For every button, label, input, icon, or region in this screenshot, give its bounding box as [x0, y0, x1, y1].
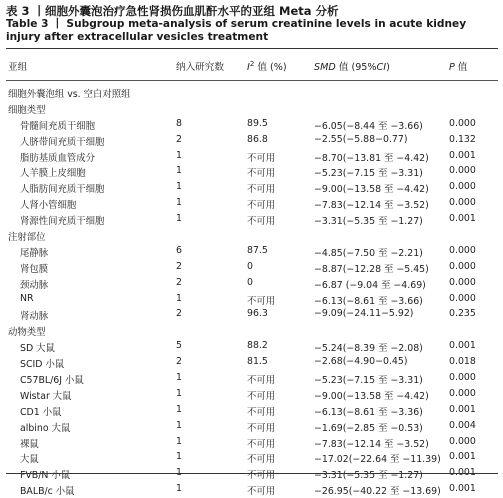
i2-cell: 不可用 [247, 486, 276, 498]
table-row [0, 371, 503, 387]
i2-cell: 不可用 [247, 438, 276, 450]
i2-cell: 87.5 [247, 244, 268, 256]
study-count-cell: 1 [176, 165, 182, 177]
p-value-cell: 0.000 [449, 260, 476, 272]
smd-unit-a: 值 (95% [335, 62, 377, 73]
subgroup-label: 人脐带间充质干细胞 [20, 136, 105, 148]
table-title-en: Table 3 丨 Subgroup meta-analysis of serum creatinine levels in acute kidney injury after extracellular vesicles treatment [6, 18, 467, 43]
p-value-cell: 0.000 [449, 244, 476, 256]
i2-cell: 不可用 [247, 295, 276, 307]
table-row [0, 149, 503, 165]
study-count-cell: 1 [176, 403, 182, 415]
smd-cell: −7.83(−12.14 至 −3.52) [314, 200, 429, 212]
i2-cell: 不可用 [247, 200, 276, 212]
p-value-cell: 0.004 [449, 419, 476, 431]
i2-cell: 0 [247, 276, 253, 288]
table-row [0, 260, 503, 276]
subgroup-label: FVB/N 小鼠 [20, 470, 71, 482]
table-row [0, 196, 503, 212]
header-smd [314, 59, 390, 73]
p-value-cell: 0.018 [449, 356, 476, 368]
smd-cell: −6.13(−8.61 至 −3.36) [314, 406, 423, 418]
subgroup-label: 裸鼠 [20, 438, 39, 450]
table-body [0, 85, 503, 498]
p-unit: 值 [454, 62, 468, 73]
section-row [0, 228, 503, 244]
section-row [0, 85, 503, 101]
i2-cell: 不可用 [247, 216, 276, 228]
study-count-cell: 2 [176, 133, 182, 145]
smd-cell: −3.31(−5.35 至 −1.27) [314, 216, 423, 228]
i2-cell: 不可用 [247, 422, 276, 434]
table-row [0, 292, 503, 308]
i2-superscript: 2 [249, 59, 255, 68]
p-value-cell: 0.000 [449, 181, 476, 193]
subgroup-label: BALB/c 小鼠 [20, 486, 75, 498]
i2-cell: 0 [247, 260, 253, 272]
i2-cell: 不可用 [247, 168, 276, 180]
table-row [0, 339, 503, 355]
study-count-cell: 2 [176, 308, 182, 320]
subgroup-label: 骨髓间充质干细胞 [20, 120, 96, 132]
study-count-cell: 1 [176, 181, 182, 193]
p-value-cell: 0.001 [449, 483, 476, 495]
study-count-cell: 1 [176, 292, 182, 304]
p-value-cell: 0.000 [449, 276, 476, 288]
table-row [0, 355, 503, 371]
study-count-cell: 1 [176, 451, 182, 463]
p-value-cell: 0.000 [449, 387, 476, 399]
subgroup-label: 肾包膜 [20, 263, 49, 275]
p-value-cell: 0.132 [449, 133, 476, 145]
table-row [0, 212, 503, 228]
p-value-cell: 0.001 [449, 451, 476, 463]
study-count-cell: 1 [176, 435, 182, 447]
top-rule [6, 48, 498, 49]
header-rule [6, 80, 498, 81]
i2-cell: 不可用 [247, 375, 276, 387]
smd-cell: −3.31(−5.35 至 −1.27) [314, 470, 423, 482]
p-value-cell: 0.001 [449, 467, 476, 479]
subgroup-label: 肾源性间充质干细胞 [20, 216, 105, 228]
study-count-cell: 1 [176, 483, 182, 495]
smd-cell: −9.00(−13.58 至 −4.42) [314, 184, 429, 196]
table-row [0, 307, 503, 323]
section-label: 动物类型 [8, 327, 46, 339]
study-count-cell: 1 [176, 387, 182, 399]
smd-cell: −26.95(−40.22 至 −13.69) [314, 486, 441, 498]
i2-cell: 86.8 [247, 133, 268, 145]
subgroup-label: 颈动脉 [20, 279, 49, 291]
study-count-cell: 1 [176, 197, 182, 209]
i2-unit: 值 (%) [254, 62, 287, 73]
p-symbol: P [449, 62, 455, 73]
table-row [0, 450, 503, 466]
p-value-cell: 0.235 [449, 308, 476, 320]
smd-cell: −8.70(−13.81 至 −4.42) [314, 152, 429, 164]
i2-cell: 89.5 [247, 117, 268, 129]
i2-cell: 不可用 [247, 390, 276, 402]
study-count-cell: 2 [176, 276, 182, 288]
header-p [449, 59, 467, 73]
smd-cell: −5.24(−8.39 至 −2.08) [314, 343, 423, 355]
i2-cell: 不可用 [247, 152, 276, 164]
table-row [0, 117, 503, 133]
smd-cell: −5.23(−7.15 至 −3.31) [314, 168, 423, 180]
subgroup-label: 人羊膜上皮细胞 [20, 168, 86, 180]
ci-symbol: CI [376, 62, 387, 73]
i2-cell: 不可用 [247, 454, 276, 466]
p-value-cell: 0.000 [449, 435, 476, 447]
i2-symbol: I [247, 62, 250, 73]
smd-cell: −8.87(−12.28 至 −5.45) [314, 263, 429, 275]
subgroup-label: albino 大鼠 [20, 422, 71, 434]
smd-cell: −9.09(−24.11−5.92) [314, 308, 414, 320]
smd-cell: −9.00(−13.58 至 −4.42) [314, 390, 429, 402]
i2-cell: 81.5 [247, 356, 268, 368]
section-row [0, 101, 503, 117]
study-count-cell: 1 [176, 149, 182, 161]
i2-cell: 88.2 [247, 340, 268, 352]
subgroup-label: 人脂肪间充质干细胞 [20, 184, 105, 196]
subgroup-label: 脂肪基质血管成分 [20, 152, 96, 164]
table-row [0, 164, 503, 180]
i2-cell: 不可用 [247, 470, 276, 482]
subgroup-label: 肾动脉 [20, 311, 49, 323]
study-count-cell: 1 [176, 419, 182, 431]
smd-cell: −5.23(−7.15 至 −3.31) [314, 375, 423, 387]
smd-cell: −6.87 (−9.04 至 −4.69) [314, 279, 426, 291]
table-row [0, 419, 503, 435]
p-value-cell: 0.001 [449, 403, 476, 415]
subgroup-label: C57BL/6J 小鼠 [20, 375, 84, 387]
smd-cell: −6.13(−8.61 至 −3.66) [314, 295, 423, 307]
section-label: 细胞外囊泡组 vs. 空白对照组 [8, 89, 131, 100]
section-label: 注射部位 [8, 232, 46, 244]
smd-cell: −2.55(−5.88−0.77) [314, 133, 408, 145]
smd-cell: −17.02(−22.64 至 −11.39) [314, 454, 441, 466]
table-row [0, 387, 503, 403]
i2-cell: 96.3 [247, 308, 268, 320]
i2-cell: 不可用 [247, 184, 276, 196]
table-row [0, 435, 503, 451]
subgroup-label: Wistar 大鼠 [20, 390, 72, 402]
subgroup-label: NR [20, 292, 34, 304]
study-count-cell: 2 [176, 356, 182, 368]
i2-cell: 不可用 [247, 406, 276, 418]
smd-cell: −7.83(−12.14 至 −3.52) [314, 438, 429, 450]
table-row [0, 403, 503, 419]
smd-unit-b: ) [386, 62, 390, 73]
p-value-cell: 0.001 [449, 213, 476, 225]
p-value-cell: 0.000 [449, 197, 476, 209]
table-row [0, 482, 503, 498]
subgroup-label: 大鼠 [20, 454, 39, 466]
smd-cell: −1.69(−2.85 至 −0.53) [314, 422, 423, 434]
study-count-cell: 8 [176, 117, 182, 129]
table-row [0, 180, 503, 196]
section-row [0, 323, 503, 339]
p-value-cell: 0.000 [449, 292, 476, 304]
smd-symbol: SMD [314, 62, 336, 73]
p-value-cell: 0.001 [449, 149, 476, 161]
smd-cell: −4.85(−7.50 至 −2.21) [314, 247, 423, 259]
p-value-cell: 0.000 [449, 117, 476, 129]
subgroup-label: SCID 小鼠 [20, 359, 65, 371]
table-title-cn: 表 3 丨细胞外囊泡治疗急性肾损伤血肌酐水平的亚组 Meta 分析 [6, 4, 339, 18]
table-row [0, 133, 503, 149]
subgroup-label: 人肾小管细胞 [20, 200, 77, 212]
p-value-cell: 0.000 [449, 372, 476, 384]
study-count-cell: 1 [176, 213, 182, 225]
study-count-cell: 5 [176, 340, 182, 352]
header-i2 [247, 59, 287, 73]
section-label: 细胞类型 [8, 104, 46, 116]
p-value-cell: 0.001 [449, 340, 476, 352]
table-row [0, 276, 503, 292]
study-count-cell: 2 [176, 260, 182, 272]
p-value-cell: 0.000 [449, 165, 476, 177]
smd-cell: −2.68(−4.90−0.45) [314, 356, 408, 368]
subgroup-label: 尾静脉 [20, 247, 49, 259]
subgroup-label: SD 大鼠 [20, 343, 55, 355]
header-subgroup: 亚组 [8, 62, 28, 73]
study-count-cell: 6 [176, 244, 182, 256]
subgroup-label: CD1 小鼠 [20, 406, 62, 418]
smd-cell: −6.05(−8.44 至 −3.66) [314, 120, 423, 132]
table-row [0, 466, 503, 482]
bottom-rule [6, 473, 498, 474]
header-study-count: 纳入研究数 [176, 62, 224, 73]
table-row [0, 244, 503, 260]
study-count-cell: 1 [176, 467, 182, 479]
study-count-cell: 1 [176, 372, 182, 384]
